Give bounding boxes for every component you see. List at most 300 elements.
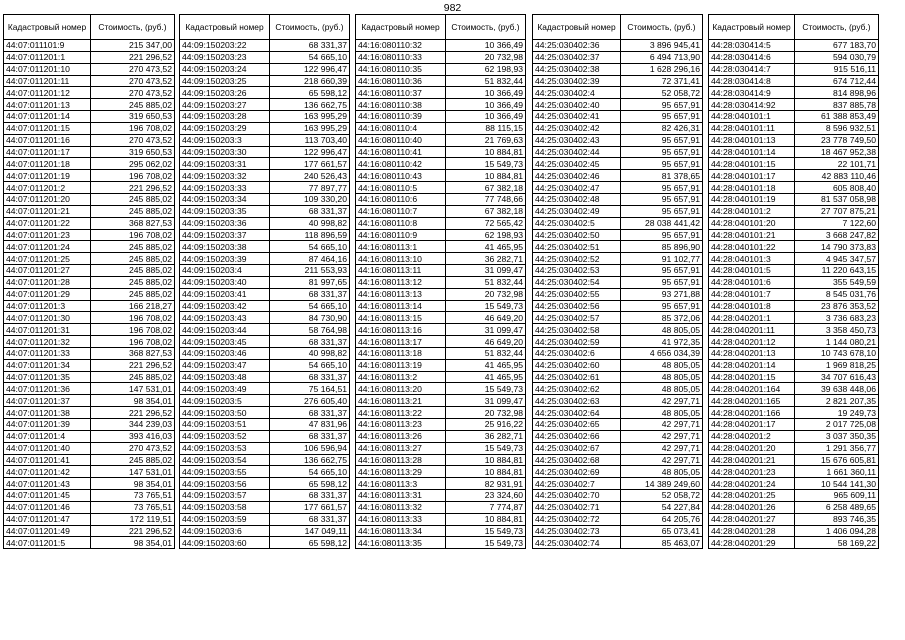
- cadastral-number-cell: 44:16:080113:21: [356, 395, 446, 407]
- table-row: [709, 205, 879, 217]
- table-row: [4, 430, 175, 442]
- cadastral-number-cell: 44:28:040201:28: [709, 525, 795, 537]
- cost-cell: 3 736 683,23: [795, 312, 879, 324]
- cadastral-number-cell: 44:07:011201:21: [4, 205, 91, 217]
- table-row: [709, 312, 879, 324]
- cost-cell: 42 297,71: [621, 442, 703, 454]
- cost-cell: 355 549,59: [795, 276, 879, 288]
- table-row: [180, 419, 350, 431]
- table-row: [180, 383, 350, 395]
- table-row: [356, 63, 526, 75]
- table-row: [709, 63, 879, 75]
- cost-cell: 36 282,71: [446, 430, 526, 442]
- table-row: [180, 324, 350, 336]
- cost-cell: 42 297,71: [621, 430, 703, 442]
- cost-cell: 270 473,52: [91, 63, 175, 75]
- cost-cell: 3 668 247,82: [795, 229, 879, 241]
- table-row: [180, 111, 350, 123]
- table-row: [356, 513, 526, 525]
- cost-cell: 10 544 141,30: [795, 478, 879, 490]
- table-row: [180, 205, 350, 217]
- cadastral-number-cell: 44:16:080113:34: [356, 525, 446, 537]
- table-row: [180, 407, 350, 419]
- cadastral-number-cell: 44:16:080113:3: [356, 478, 446, 490]
- cadastral-number-cell: 44:25:030402:69: [533, 466, 621, 478]
- cadastral-number-cell: 44:16:080110:8: [356, 217, 446, 229]
- cost-cell: 8 545 031,76: [795, 288, 879, 300]
- cost-cell: 68 331,37: [270, 288, 350, 300]
- table-row: [709, 111, 879, 123]
- cadastral-number-cell: 44:28:030414:92: [709, 99, 795, 111]
- cost-cell: 81 997,65: [270, 276, 350, 288]
- cadastral-number-cell: 44:09:150203:26: [180, 87, 270, 99]
- cost-cell: 221 296,52: [91, 51, 175, 63]
- table-row: [4, 217, 175, 229]
- cost-cell: 3 037 350,35: [795, 430, 879, 442]
- cadastral-number-cell: 44:07:011201:20: [4, 193, 91, 205]
- table-row: [356, 253, 526, 265]
- cadastral-number-cell: 44:28:040201:2: [709, 430, 795, 442]
- cost-cell: 67 382,18: [446, 205, 526, 217]
- table-row: [4, 395, 175, 407]
- cadastral-number-cell: 44:16:080113:13: [356, 288, 446, 300]
- table-row: [533, 454, 703, 466]
- cost-cell: 65 598,12: [270, 537, 350, 549]
- table-row: [533, 75, 703, 87]
- cost-cell: 64 205,76: [621, 513, 703, 525]
- cadastral-number-cell: 44:28:040101:14: [709, 146, 795, 158]
- cost-cell: 42 297,71: [621, 419, 703, 431]
- cost-cell: 88 115,15: [446, 122, 526, 134]
- table-row: [180, 51, 350, 63]
- cadastral-number-cell: 44:16:080113:2: [356, 371, 446, 383]
- cost-cell: 18 467 952,38: [795, 146, 879, 158]
- cost-cell: 48 805,05: [621, 466, 703, 478]
- table-row: [356, 336, 526, 348]
- cadastral-number-cell: 44:07:011201:30: [4, 312, 91, 324]
- cadastral-number-cell: 44:25:030402:67: [533, 442, 621, 454]
- cost-cell: 65 598,12: [270, 478, 350, 490]
- cadastral-number-cell: 44:25:030402:64: [533, 407, 621, 419]
- cadastral-number-cell: 44:28:030414:6: [709, 51, 795, 63]
- cadastral-number-cell: 44:25:030402:63: [533, 395, 621, 407]
- cadastral-number-cell: 44:09:150203:45: [180, 336, 270, 348]
- cadastral-number-cell: 44:16:080113:12: [356, 276, 446, 288]
- cadastral-number-cell: 44:16:080113:14: [356, 300, 446, 312]
- cadastral-number-cell: 44:25:030402:65: [533, 419, 621, 431]
- cost-cell: 10 884,81: [446, 454, 526, 466]
- table-row: [533, 407, 703, 419]
- cost-cell: 48 805,05: [621, 324, 703, 336]
- cost-cell: 196 708,02: [91, 122, 175, 134]
- cost-cell: 84 730,90: [270, 312, 350, 324]
- cost-cell: 41 465,95: [446, 241, 526, 253]
- table-row: [180, 63, 350, 75]
- table-row: [709, 407, 879, 419]
- table-row: [180, 182, 350, 194]
- cadastral-number-cell: 44:16:080113:20: [356, 383, 446, 395]
- table-row: [4, 51, 175, 63]
- table-row: [709, 182, 879, 194]
- cadastral-number-cell: 44:07:011201:32: [4, 336, 91, 348]
- table-row: [709, 454, 879, 466]
- cadastral-number-cell: 44:07:011201:16: [4, 134, 91, 146]
- table-row: [709, 40, 879, 52]
- cadastral-number-cell: 44:07:011201:3: [4, 300, 91, 312]
- cadastral-number-cell: 44:16:080113:26: [356, 430, 446, 442]
- cost-cell: 10 366,49: [446, 87, 526, 99]
- cadastral-number-cell: 44:16:080113:18: [356, 347, 446, 359]
- cadastral-number-cell: 44:16:080113:28: [356, 454, 446, 466]
- cost-cell: 245 885,02: [91, 288, 175, 300]
- cost-cell: 1 291 356,77: [795, 442, 879, 454]
- cost-cell: 54 665,10: [270, 300, 350, 312]
- cadastral-number-cell: 44:07:011201:5: [4, 537, 91, 549]
- cost-cell: 393 416,03: [91, 430, 175, 442]
- cost-cell: 677 183,70: [795, 40, 879, 52]
- cadastral-number-cell: 44:09:150203:33: [180, 182, 270, 194]
- table-row: [533, 324, 703, 336]
- cost-cell: 77 897,77: [270, 182, 350, 194]
- cadastral-table: [179, 14, 350, 549]
- cost-cell: 4 945 347,57: [795, 253, 879, 265]
- cadastral-number-cell: 44:28:040101:1: [709, 111, 795, 123]
- cadastral-number-cell: 44:07:011201:46: [4, 501, 91, 513]
- cost-cell: 10 884,81: [446, 513, 526, 525]
- cost-cell: 15 676 605,81: [795, 454, 879, 466]
- cadastral-number-cell: 44:28:040201:24: [709, 478, 795, 490]
- cadastral-number-cell: 44:16:080113:19: [356, 359, 446, 371]
- cadastral-number-cell: 44:09:150203:27: [180, 99, 270, 111]
- cost-cell: 36 282,71: [446, 253, 526, 265]
- cost-cell: 20 732,98: [446, 407, 526, 419]
- table-row: [533, 513, 703, 525]
- cost-cell: 42 883 110,46: [795, 170, 879, 182]
- table-row: [180, 430, 350, 442]
- header-cadastral-number: Кадастровый номер: [4, 15, 91, 40]
- cost-cell: 95 657,91: [621, 111, 703, 123]
- cadastral-number-cell: 44:25:030402:38: [533, 63, 621, 75]
- cadastral-number-cell: 44:28:040201:164: [709, 383, 795, 395]
- table-row: [4, 454, 175, 466]
- table-row: [4, 229, 175, 241]
- table-row: [533, 217, 703, 229]
- table-row: [4, 265, 175, 277]
- table-row: [533, 63, 703, 75]
- cost-cell: 61 388 853,49: [795, 111, 879, 123]
- cost-cell: 814 898,96: [795, 87, 879, 99]
- cadastral-number-cell: 44:28:040201:17: [709, 419, 795, 431]
- cadastral-number-cell: 44:07:011201:18: [4, 158, 91, 170]
- cadastral-number-cell: 44:25:030402:56: [533, 300, 621, 312]
- table-row: [180, 347, 350, 359]
- cost-cell: 15 549,73: [446, 525, 526, 537]
- table-row: [709, 537, 879, 549]
- table-row: [709, 371, 879, 383]
- cadastral-number-cell: 44:09:150203:53: [180, 442, 270, 454]
- table-row: [709, 265, 879, 277]
- cost-cell: 245 885,02: [91, 265, 175, 277]
- cost-cell: 42 297,71: [621, 395, 703, 407]
- cadastral-number-cell: 44:07:011201:28: [4, 276, 91, 288]
- cadastral-number-cell: 44:16:080110:38: [356, 99, 446, 111]
- cost-cell: 40 998,82: [270, 347, 350, 359]
- cost-cell: 25 916,22: [446, 419, 526, 431]
- cost-cell: 368 827,53: [91, 217, 175, 229]
- cadastral-number-cell: 44:25:030402:50: [533, 229, 621, 241]
- cost-cell: 245 885,02: [91, 276, 175, 288]
- cost-cell: 211 553,93: [270, 265, 350, 277]
- cost-cell: 68 331,37: [270, 407, 350, 419]
- header-cadastral-number: Кадастровый номер: [709, 15, 795, 40]
- cadastral-number-cell: 44:07:011201:41: [4, 454, 91, 466]
- cadastral-number-cell: 44:07:011201:49: [4, 525, 91, 537]
- table-row: [533, 395, 703, 407]
- cadastral-number-cell: 44:28:040201:165: [709, 395, 795, 407]
- cost-cell: 48 805,05: [621, 371, 703, 383]
- cost-cell: 270 473,52: [91, 442, 175, 454]
- cost-cell: 122 996,47: [270, 146, 350, 158]
- table-row: [180, 537, 350, 549]
- cost-cell: 23 876 353,52: [795, 300, 879, 312]
- table-row: [356, 537, 526, 549]
- cadastral-number-cell: 44:09:150203:57: [180, 490, 270, 502]
- cost-cell: 1 661 360,11: [795, 466, 879, 478]
- table-row: [709, 99, 879, 111]
- cadastral-number-cell: 44:09:150203:24: [180, 63, 270, 75]
- cadastral-number-cell: 44:25:030402:48: [533, 193, 621, 205]
- cost-cell: 41 972,35: [621, 336, 703, 348]
- table-row: [533, 205, 703, 217]
- table-row: [709, 513, 879, 525]
- cost-cell: 196 708,02: [91, 336, 175, 348]
- cost-cell: 14 790 373,83: [795, 241, 879, 253]
- cost-cell: 42 297,71: [621, 454, 703, 466]
- table-row: [709, 51, 879, 63]
- table-row: [533, 265, 703, 277]
- cost-cell: 85 463,07: [621, 537, 703, 549]
- table-row: [709, 276, 879, 288]
- cadastral-number-cell: 44:25:030402:73: [533, 525, 621, 537]
- table-row: [709, 525, 879, 537]
- cadastral-number-cell: 44:25:030402:37: [533, 51, 621, 63]
- cadastral-number-cell: 44:16:080113:35: [356, 537, 446, 549]
- table-row: [180, 513, 350, 525]
- cost-cell: 95 657,91: [621, 99, 703, 111]
- table-row: [4, 122, 175, 134]
- cadastral-number-cell: 44:25:030402:66: [533, 430, 621, 442]
- table-row: [4, 111, 175, 123]
- cost-cell: 65 598,12: [270, 87, 350, 99]
- cost-cell: 95 657,91: [621, 276, 703, 288]
- cost-cell: 11 220 643,15: [795, 265, 879, 277]
- table-row: [356, 371, 526, 383]
- table-row: [180, 478, 350, 490]
- table-row: [709, 229, 879, 241]
- cadastral-number-cell: 44:09:150203:23: [180, 51, 270, 63]
- cadastral-number-cell: 44:16:080110:39: [356, 111, 446, 123]
- cadastral-number-cell: 44:09:150203:37: [180, 229, 270, 241]
- cost-cell: 46 649,20: [446, 336, 526, 348]
- table-row: [709, 288, 879, 300]
- cost-cell: 221 296,52: [91, 182, 175, 194]
- table-row: [709, 336, 879, 348]
- cadastral-number-cell: 44:09:150203:49: [180, 383, 270, 395]
- table-row: [4, 537, 175, 549]
- cadastral-number-cell: 44:09:150203:32: [180, 170, 270, 182]
- cost-cell: 91 102,77: [621, 253, 703, 265]
- table-row: [356, 122, 526, 134]
- cadastral-number-cell: 44:25:030402:44: [533, 146, 621, 158]
- cadastral-number-cell: 44:09:150203:39: [180, 253, 270, 265]
- cost-cell: 14 389 249,60: [621, 478, 703, 490]
- table-row: [356, 300, 526, 312]
- table-row: [180, 490, 350, 502]
- table-row: [180, 99, 350, 111]
- cost-cell: 215 347,00: [91, 40, 175, 52]
- table-row: [4, 99, 175, 111]
- cost-cell: 41 465,95: [446, 371, 526, 383]
- cost-cell: 10 743 678,10: [795, 347, 879, 359]
- table-row: [533, 51, 703, 63]
- cost-cell: 6 494 713,90: [621, 51, 703, 63]
- table-row: [533, 347, 703, 359]
- cadastral-number-cell: 44:07:011201:40: [4, 442, 91, 454]
- table-row: [4, 241, 175, 253]
- cost-cell: 245 885,02: [91, 371, 175, 383]
- cadastral-number-cell: 44:09:150203:54: [180, 454, 270, 466]
- table-row: [180, 146, 350, 158]
- cadastral-number-cell: 44:07:011201:25: [4, 253, 91, 265]
- cost-cell: 221 296,52: [91, 525, 175, 537]
- cost-cell: 58 169,22: [795, 537, 879, 549]
- cost-cell: 177 661,57: [270, 158, 350, 170]
- table-row: [533, 288, 703, 300]
- cadastral-number-cell: 44:28:030414:7: [709, 63, 795, 75]
- cadastral-number-cell: 44:25:030402:60: [533, 359, 621, 371]
- cadastral-number-cell: 44:28:040201:23: [709, 466, 795, 478]
- cost-cell: 8 596 932,51: [795, 122, 879, 134]
- cadastral-number-cell: 44:25:030402:40: [533, 99, 621, 111]
- cost-cell: 674 712,44: [795, 75, 879, 87]
- cost-cell: 98 354,01: [91, 478, 175, 490]
- cadastral-number-cell: 44:09:150203:34: [180, 193, 270, 205]
- table-row: [709, 359, 879, 371]
- cost-cell: 1 969 818,25: [795, 359, 879, 371]
- cost-cell: 22 101,71: [795, 158, 879, 170]
- cadastral-number-cell: 44:16:080110:7: [356, 205, 446, 217]
- cost-cell: 15 549,73: [446, 300, 526, 312]
- cost-cell: 1 406 094,28: [795, 525, 879, 537]
- table-row: [180, 122, 350, 134]
- table-row: [356, 134, 526, 146]
- table-row: [4, 324, 175, 336]
- table-row: [180, 442, 350, 454]
- cadastral-table: [355, 14, 526, 549]
- table-row: [533, 383, 703, 395]
- cadastral-number-cell: 44:25:030402:4: [533, 87, 621, 99]
- cadastral-number-cell: 44:16:080113:17: [356, 336, 446, 348]
- table-row: [356, 501, 526, 513]
- table-row: [709, 430, 879, 442]
- cost-cell: 31 099,47: [446, 265, 526, 277]
- table-row: [180, 300, 350, 312]
- table-row: [356, 490, 526, 502]
- cadastral-number-cell: 44:25:030402:36: [533, 40, 621, 52]
- table-row: [356, 395, 526, 407]
- table-row: [356, 276, 526, 288]
- table-row: [533, 466, 703, 478]
- cadastral-number-cell: 44:25:030402:55: [533, 288, 621, 300]
- cadastral-number-cell: 44:25:030402:41: [533, 111, 621, 123]
- cost-cell: 34 707 616,43: [795, 371, 879, 383]
- cadastral-number-cell: 44:16:080110:35: [356, 63, 446, 75]
- table-row: [533, 111, 703, 123]
- cost-cell: 47 831,96: [270, 419, 350, 431]
- cadastral-number-cell: 44:25:030402:53: [533, 265, 621, 277]
- table-row: [180, 265, 350, 277]
- cost-cell: 95 657,91: [621, 158, 703, 170]
- cost-cell: 15 549,73: [446, 537, 526, 549]
- cost-cell: 10 366,49: [446, 99, 526, 111]
- cadastral-number-cell: 44:25:030402:42: [533, 122, 621, 134]
- table-row: [4, 383, 175, 395]
- cadastral-number-cell: 44:16:080110:36: [356, 75, 446, 87]
- table-row: [180, 134, 350, 146]
- cadastral-number-cell: 44:28:040101:13: [709, 134, 795, 146]
- cadastral-number-cell: 44:28:030414:8: [709, 75, 795, 87]
- cost-cell: 67 382,18: [446, 182, 526, 194]
- table-row: [533, 490, 703, 502]
- cost-cell: 147 531,01: [91, 383, 175, 395]
- cadastral-number-cell: 44:09:150203:48: [180, 371, 270, 383]
- header-cadastral-number: Кадастровый номер: [533, 15, 621, 40]
- cadastral-number-cell: 44:28:030414:5: [709, 40, 795, 52]
- cost-cell: 136 662,75: [270, 99, 350, 111]
- cost-cell: 245 885,02: [91, 193, 175, 205]
- header-cost: Стоимость, (руб.): [91, 15, 175, 40]
- header-cadastral-number: Кадастровый номер: [180, 15, 270, 40]
- cost-cell: 20 732,98: [446, 51, 526, 63]
- table-row: [4, 134, 175, 146]
- cost-cell: 52 058,72: [621, 490, 703, 502]
- cadastral-number-cell: 44:28:040101:17: [709, 170, 795, 182]
- cadastral-number-cell: 44:07:011201:22: [4, 217, 91, 229]
- cost-cell: 95 657,91: [621, 229, 703, 241]
- table-row: [356, 442, 526, 454]
- table-row: [709, 490, 879, 502]
- cost-cell: 40 998,82: [270, 217, 350, 229]
- cost-cell: 21 769,63: [446, 134, 526, 146]
- cadastral-number-cell: 44:16:080113:33: [356, 513, 446, 525]
- table-row: [709, 442, 879, 454]
- cost-cell: 7 774,87: [446, 501, 526, 513]
- table-row: [180, 241, 350, 253]
- cadastral-number-cell: 44:28:040201:29: [709, 537, 795, 549]
- table-row: [709, 170, 879, 182]
- table-row: [180, 466, 350, 478]
- table-row: [4, 170, 175, 182]
- cost-cell: 95 657,91: [621, 134, 703, 146]
- cadastral-number-cell: 44:09:150203:5: [180, 395, 270, 407]
- table-row: [356, 229, 526, 241]
- cadastral-number-cell: 44:28:040201:12: [709, 336, 795, 348]
- table-row: [356, 383, 526, 395]
- cost-cell: 23 778 749,50: [795, 134, 879, 146]
- cost-cell: 344 239,03: [91, 419, 175, 431]
- table-row: [180, 170, 350, 182]
- table-row: [533, 359, 703, 371]
